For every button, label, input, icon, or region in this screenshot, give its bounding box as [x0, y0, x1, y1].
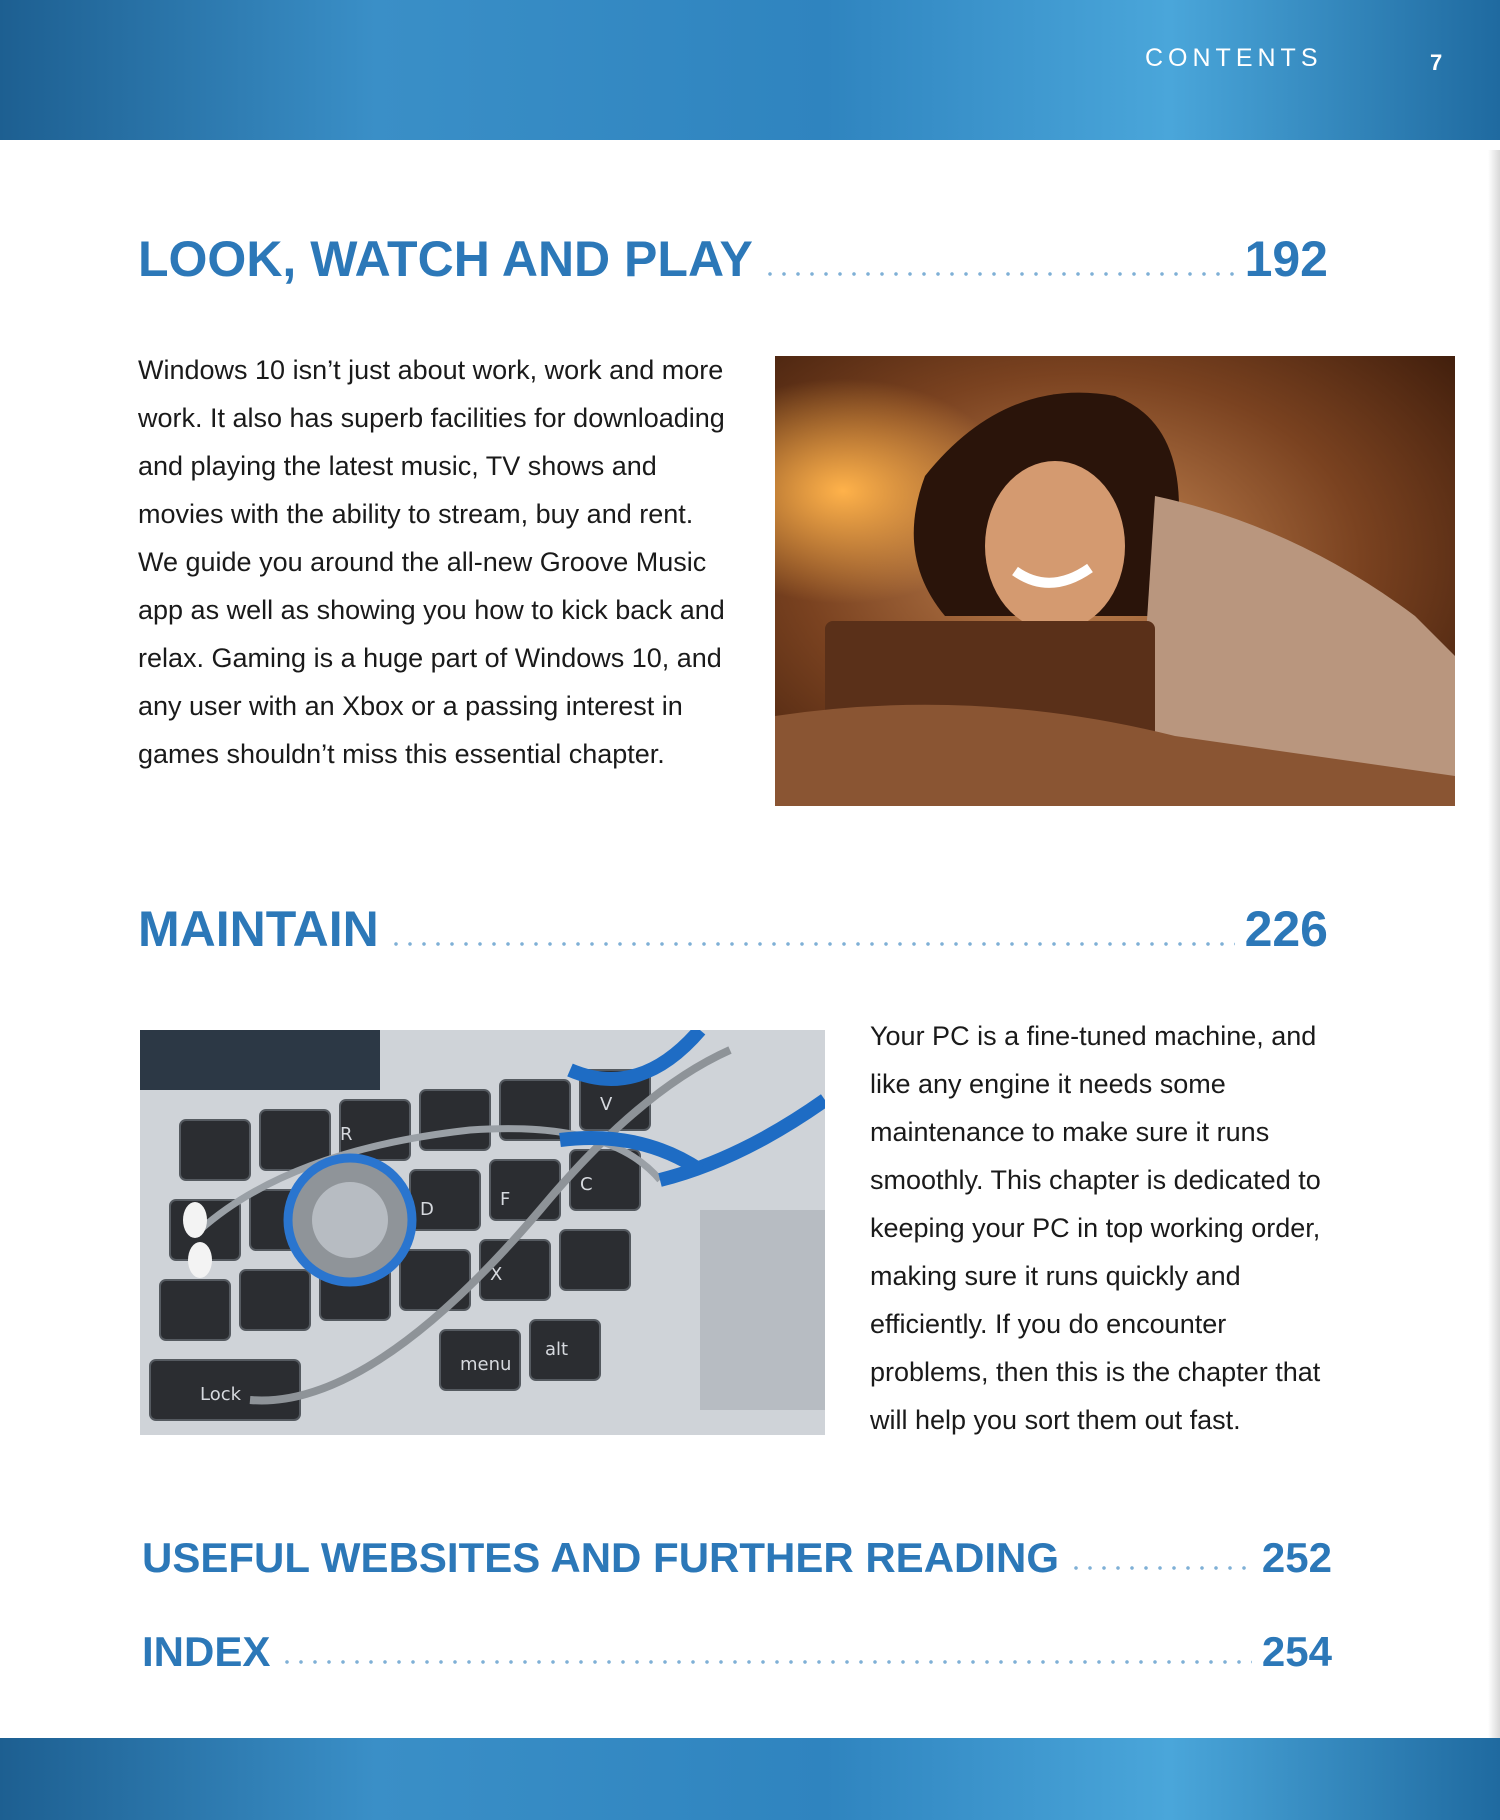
dot-leader	[1069, 1566, 1252, 1570]
page-edge	[1488, 150, 1500, 1740]
toc-entry-title: INDEX	[142, 1628, 271, 1675]
toc-entry-look-watch-play[interactable]	[138, 230, 1328, 288]
toc-entry-useful-websites[interactable]	[142, 1534, 1332, 1582]
key-label: X	[490, 1264, 503, 1285]
key-label: V	[600, 1094, 613, 1115]
section-description: Windows 10 isn’t just about work, work and more work. It also has superb facilities for downloading and playing the latest music, TV shows and movies with the ability to stream, buy and rent. We guide you around the all-new Groove Music app as well as showing you how to kick back and relax. Gaming is a huge part of Windows 10, and any user with an Xbox or a passing interest in games shouldn’t miss this essential chapter.	[138, 355, 725, 769]
key-label: alt	[545, 1339, 569, 1360]
stethoscope-keyboard-photo	[140, 1030, 825, 1435]
woman-with-tablet-photo	[775, 356, 1455, 806]
dot-leader	[763, 272, 1235, 276]
key-label: menu	[460, 1354, 512, 1375]
footer-band	[0, 1738, 1500, 1820]
toc-entry-page: 192	[1244, 231, 1328, 287]
key-label: C	[580, 1174, 593, 1195]
header-band	[0, 0, 1500, 152]
page-number: 7	[1430, 50, 1443, 75]
section-description: Your PC is a fine-tuned machine, and like any engine it needs some maintenance to make sure it runs smoothly. This chapter is dedicated to keeping your PC in top working order, making sure it runs quickly and efficiently. If you do encounter problems, then this is the chapter that will help you sort them out fast.	[870, 1021, 1321, 1435]
toc-entry-page: 254	[1261, 1628, 1332, 1675]
key-label: D	[420, 1199, 434, 1220]
toc-entry-maintain[interactable]	[138, 900, 1328, 958]
toc-entry-title: MAINTAIN	[138, 901, 379, 957]
dot-leader	[389, 942, 1235, 946]
toc-entry-page: 226	[1244, 901, 1328, 957]
toc-entry-index[interactable]	[142, 1628, 1332, 1676]
toc-entry-title: LOOK, WATCH AND PLAY	[138, 231, 753, 287]
key-label: F	[500, 1189, 511, 1210]
dot-leader	[280, 1660, 1252, 1664]
key-label: R	[340, 1124, 353, 1145]
toc-entry-title: USEFUL WEBSITES AND FURTHER READING	[142, 1534, 1060, 1581]
key-label: Lock	[200, 1384, 242, 1405]
toc-entry-page: 252	[1261, 1534, 1332, 1581]
running-head: CONTENTS	[1145, 44, 1323, 72]
